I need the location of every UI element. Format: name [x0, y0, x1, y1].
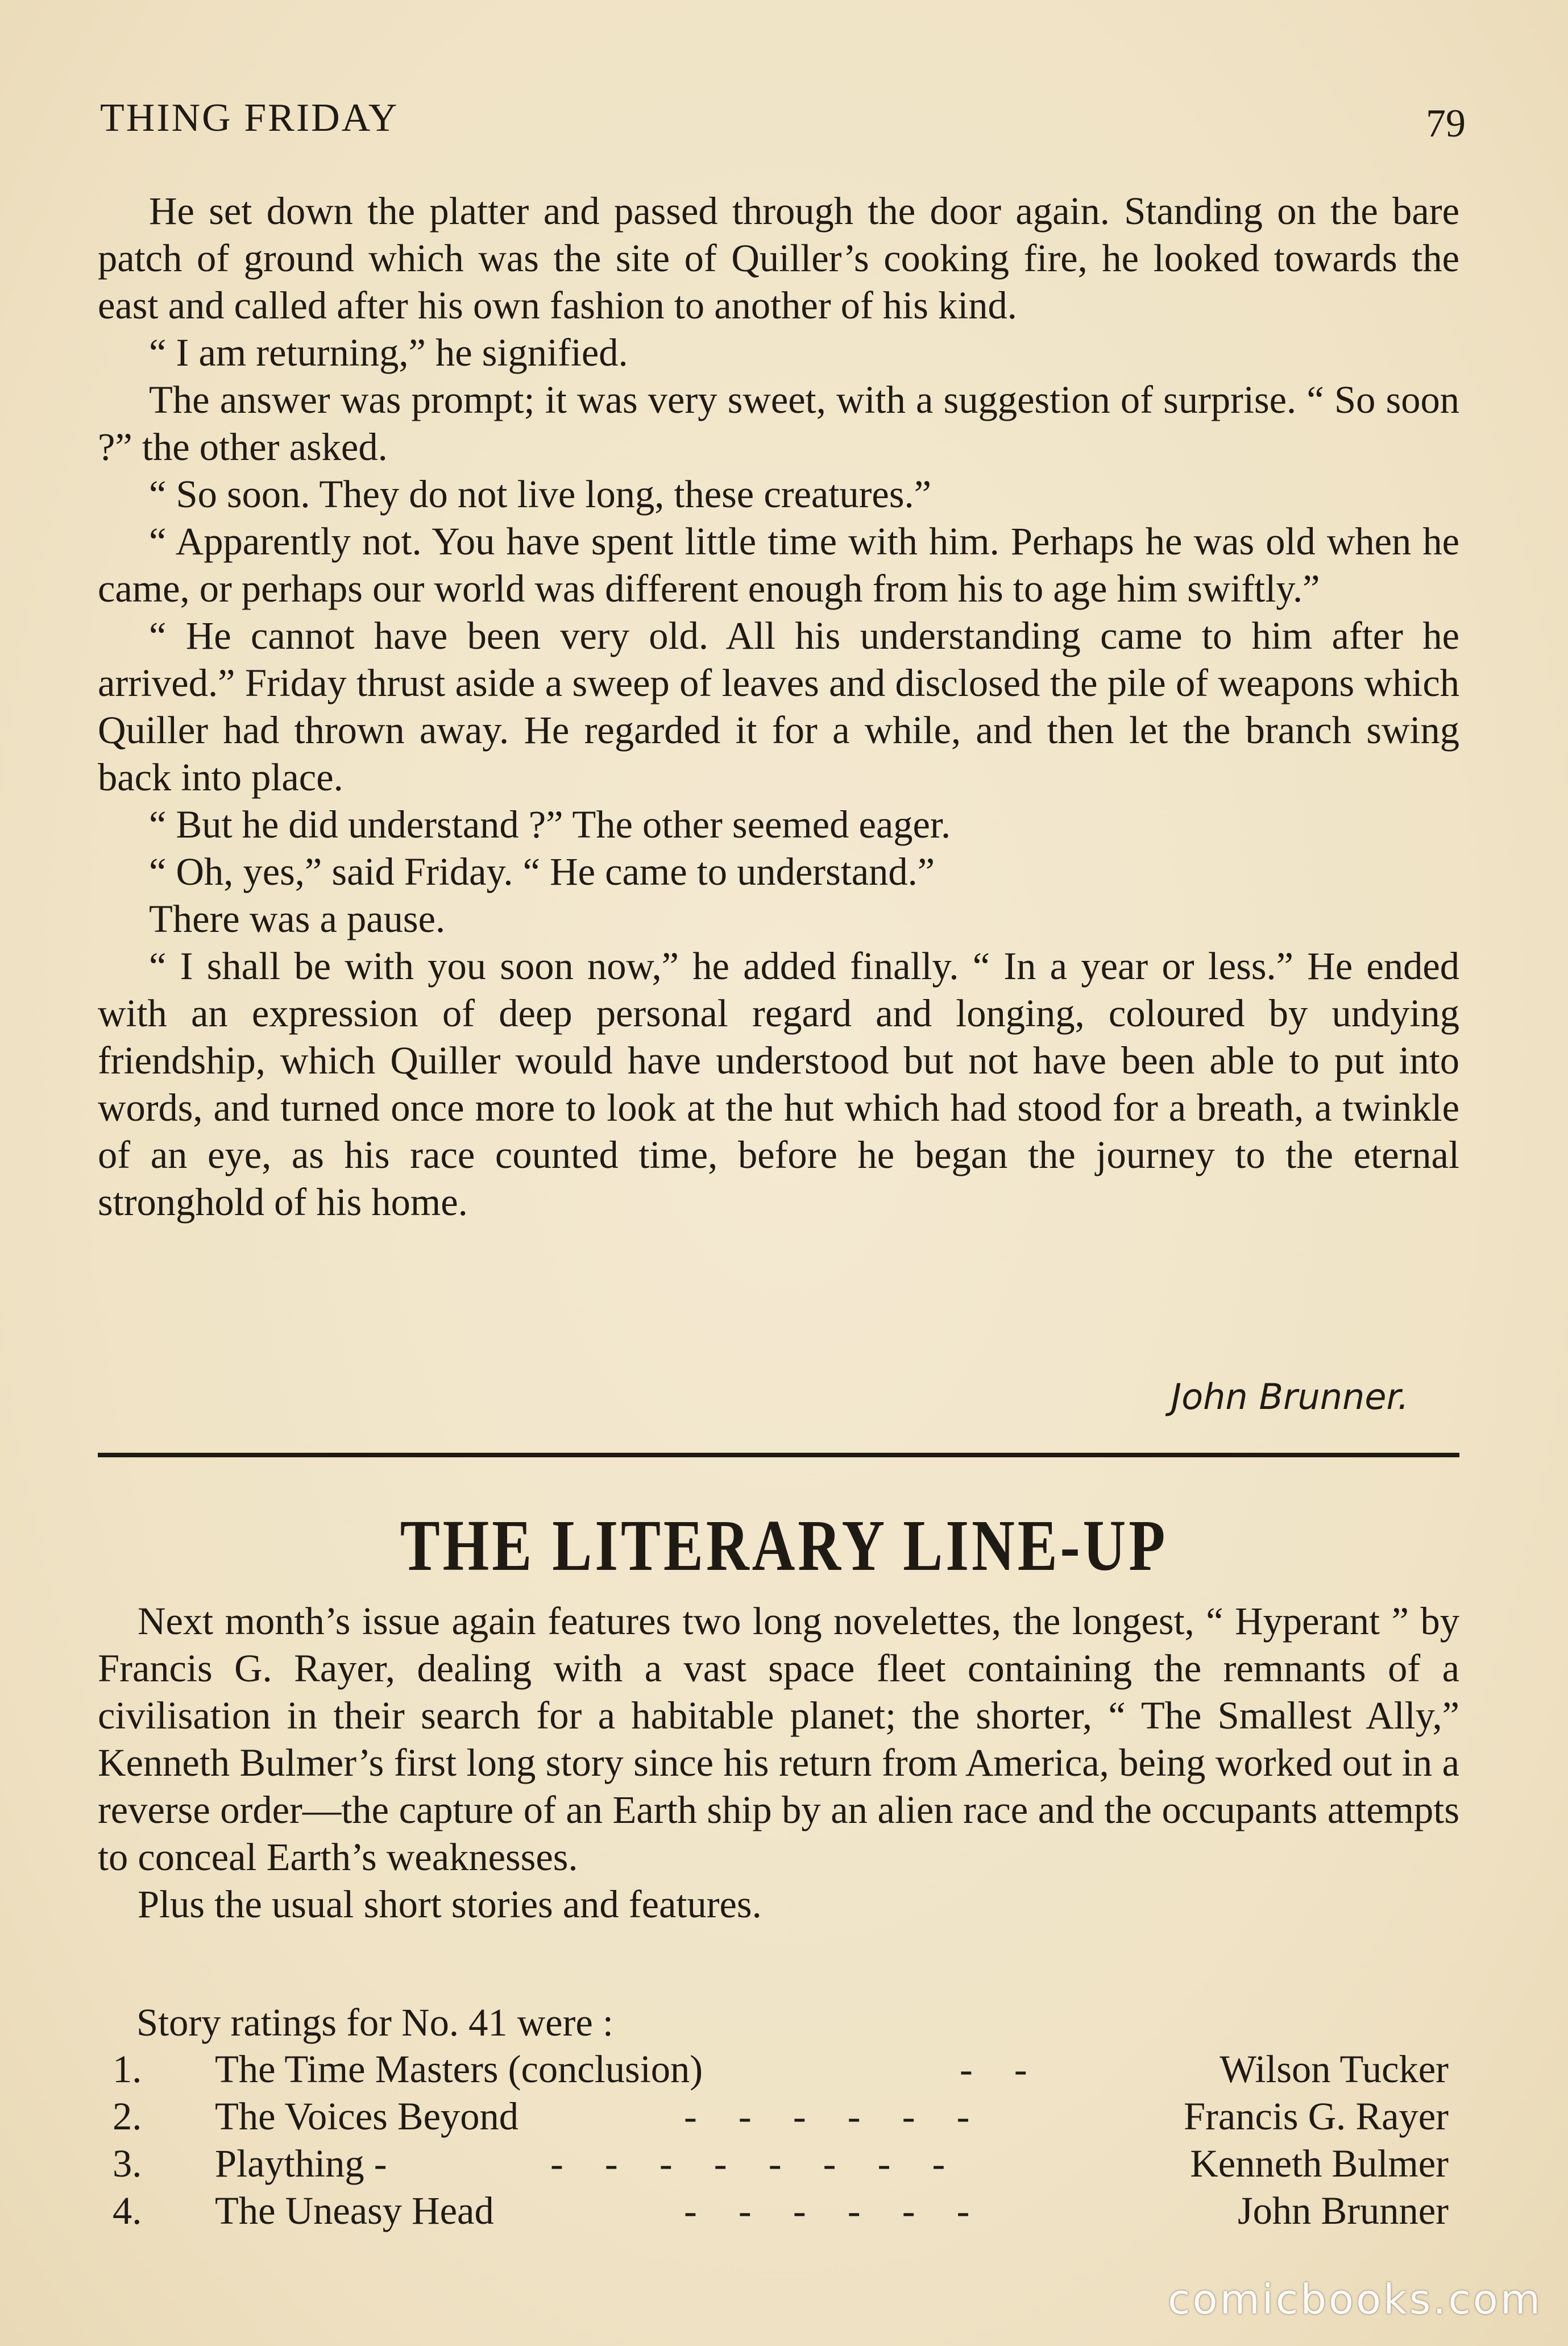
- rating-author: Francis G. Rayer: [1183, 2095, 1449, 2138]
- ratings-list: [113, 2047, 1449, 2236]
- rating-title: The Uneasy Head: [215, 2189, 494, 2232]
- story-paragraph: “ Apparently not. You have spent little time with him. Perhaps he was old when he came, or perhaps our world was different enough from his to age him swiftly.”: [98, 520, 1459, 610]
- rating-row: [113, 2047, 1449, 2094]
- rating-title: The Voices Beyond: [215, 2095, 518, 2138]
- ratings-intro: Story ratings for No. 41 were :: [136, 2001, 613, 2044]
- section-divider: [98, 1453, 1459, 1457]
- site-watermark: comicbooks.com: [1167, 2275, 1542, 2323]
- rating-rank: 1.: [113, 2047, 142, 2091]
- rating-author: Wilson Tucker: [1219, 2047, 1449, 2091]
- story-paragraph: “ So soon. They do not live long, these creatures.”: [149, 472, 932, 516]
- rating-rank: 2.: [113, 2095, 142, 2138]
- rating-author: Kenneth Bulmer: [1190, 2142, 1449, 2185]
- story-paragraph: He set down the platter and passed through the door again. Standing on the bare patch of ground which was the site of Quiller’s cooking fire, he looked towards the east and called after his own fashion to another of his kind.: [98, 189, 1459, 327]
- running-head: THING FRIDAY: [100, 96, 399, 140]
- lineup-text: [98, 1598, 1459, 1928]
- rating-row: [113, 2141, 1449, 2189]
- rating-leader: - - - - - - - -: [550, 2142, 961, 2185]
- rating-title: Plaything -: [215, 2142, 387, 2185]
- rating-row: [113, 2094, 1449, 2141]
- story-paragraph: “ Oh, yes,” said Friday. “ He came to understand.”: [149, 850, 935, 893]
- rating-rank: 3.: [113, 2142, 142, 2185]
- story-paragraph: “ I shall be with you soon now,” he added finally. “ In a year or less.” He ended with an expression of deep personal regard and longing, coloured by undying friendship, which Quiller would have understood but not have been able to put into words, and turned once more to look at the hut which had stood for a breath, a twinkle of an eye, as his race counted time, before he began the journey to the eternal stronghold of his home.: [98, 944, 1459, 1224]
- lineup-paragraph: Plus the usual short stories and features.: [138, 1883, 762, 1926]
- rating-leader: - -: [960, 2047, 1043, 2091]
- rating-title: The Time Masters (conclusion): [215, 2047, 703, 2091]
- story-paragraph: The answer was prompt; it was very sweet, with a suggestion of surprise. “ So soon ?” the other asked.: [98, 378, 1459, 469]
- rating-leader: - - - - - -: [684, 2189, 986, 2232]
- rating-rank: 4.: [113, 2189, 142, 2232]
- rating-leader: - - - - - -: [684, 2095, 986, 2138]
- story-paragraph: There was a pause.: [149, 897, 446, 940]
- page-number: 79: [1426, 102, 1466, 146]
- section-title: THE LITERARY LINE-UP: [400, 1505, 1168, 1586]
- story-paragraph: “ He cannot have been very old. All his understanding came to him after he arrived.” Friday thrust aside a sweep of leaves and disclosed the pile of weapons which Quiller had thrown away. He regarded it for a while, and then let the branch swing back into place.: [98, 614, 1459, 799]
- story-paragraph: “ But he did understand ?” The other seemed eager.: [149, 803, 951, 846]
- author-byline: John Brunner.: [1171, 1376, 1409, 1417]
- rating-author: John Brunner: [1238, 2189, 1449, 2232]
- rating-row: [113, 2189, 1449, 2236]
- lineup-paragraph: Next month’s issue again features two long novelettes, the longest, “ Hyperant ” by Francis G. Rayer, dealing with a vast space fleet containing the remnants of a civilisation in their search for a habitable planet; the shorter, “ The Smallest Ally,” Kenneth Bulmer’s first long story since his return from America, being worked out in a reverse order—the capture of an Earth ship by an alien race and the occupants attempts to conceal Earth’s weaknesses.: [98, 1599, 1459, 1879]
- page-header: [100, 96, 1466, 147]
- story-text: [98, 188, 1459, 1226]
- story-paragraph: “ I am returning,” he signified.: [149, 331, 628, 374]
